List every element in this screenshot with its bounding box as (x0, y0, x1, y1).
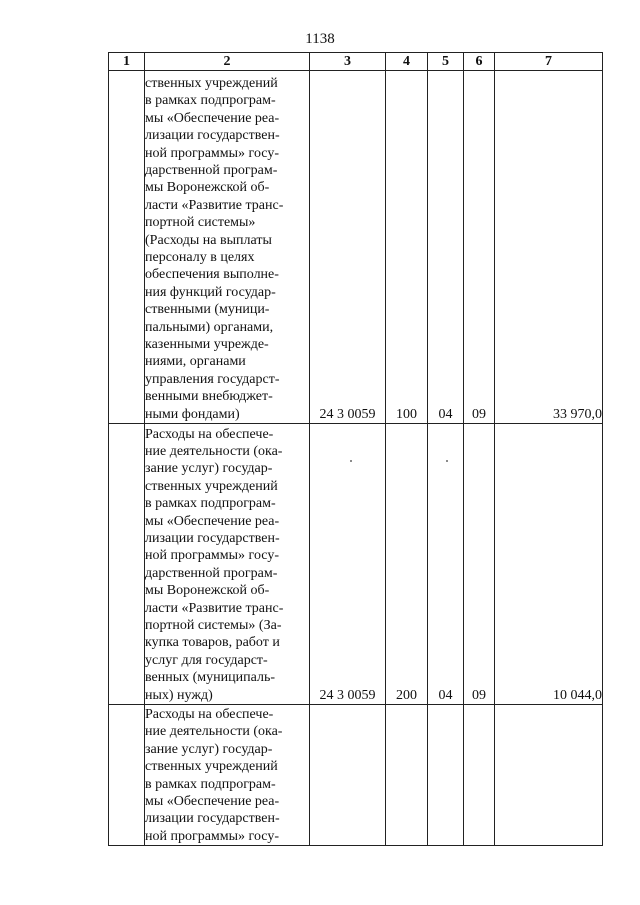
description-cell (145, 705, 310, 846)
page-number: 1138 (305, 31, 335, 47)
scan-speck (446, 460, 448, 462)
expense-type-cell: 100 (386, 71, 428, 424)
subsection-cell: 09 (464, 71, 495, 424)
subsection-cell: 09 (464, 424, 495, 705)
row-number-cell (109, 71, 145, 424)
table-row (109, 705, 603, 846)
scan-speck (350, 460, 352, 462)
description-text: Расходы на обеспече- ние деятельности (ока- зание услуг) государ- ственных учреждений в рамках подпрограм- мы «Обеспечение реа- лизации государствен- ной программы» госу- (145, 707, 283, 844)
subsection-cell (464, 705, 495, 846)
amount-cell: 10 044,0 (495, 424, 603, 705)
section-cell (428, 705, 464, 846)
description-text: Расходы на обеспече- ние деятельности (ока- зание услуг) государ- ственных учреждений в рамках подпрограм- мы «Обеспечение реа- лизации государствен- ной программы» госу- дарственной програм- мы Воронежской об- ласти «Развитие транс- портной системы» (За- купка товаров, работ и услуг для государст- венных (муниципаль- ных) нужд) (145, 426, 284, 703)
column-header-5: 5 (428, 53, 464, 71)
table-row (109, 424, 603, 705)
amount-cell (495, 705, 603, 846)
amount-cell: 33 970,0 (495, 71, 603, 424)
row-number-cell (109, 424, 145, 705)
column-header-2: 2 (145, 53, 310, 71)
column-header-7: 7 (495, 53, 603, 71)
expense-type-cell (386, 705, 428, 846)
column-header-1: 1 (109, 53, 145, 71)
table-row (109, 71, 603, 424)
column-header-3: 3 (310, 53, 386, 71)
section-cell: 04 (428, 71, 464, 424)
row-number-cell (109, 705, 145, 846)
target-article-cell: 24 3 0059 (310, 424, 386, 705)
column-header-row (109, 53, 603, 71)
column-header-6: 6 (464, 53, 495, 71)
budget-table (108, 52, 603, 846)
column-header-4: 4 (386, 53, 428, 71)
target-article-cell: 24 3 0059 (310, 71, 386, 424)
target-article-cell (310, 705, 386, 846)
expense-type-cell: 200 (386, 424, 428, 705)
description-cell (145, 424, 310, 705)
section-cell: 04 (428, 424, 464, 705)
description-cell (145, 71, 310, 424)
description-text: ственных учреждений в рамках подпрограм- мы «Обеспечение реа- лизации государствен- ной программы» госу- дарственной програм- мы Воронежской об- ласти «Развитие транс- портной системы» (Расходы на выплаты персоналу в целях обеспечения выполне- ния функций государ- ственными (муници- пальными) органами, казенными учрежде- ниями, органами управления государст- венными внебюджет- ными фондами) (145, 75, 284, 422)
